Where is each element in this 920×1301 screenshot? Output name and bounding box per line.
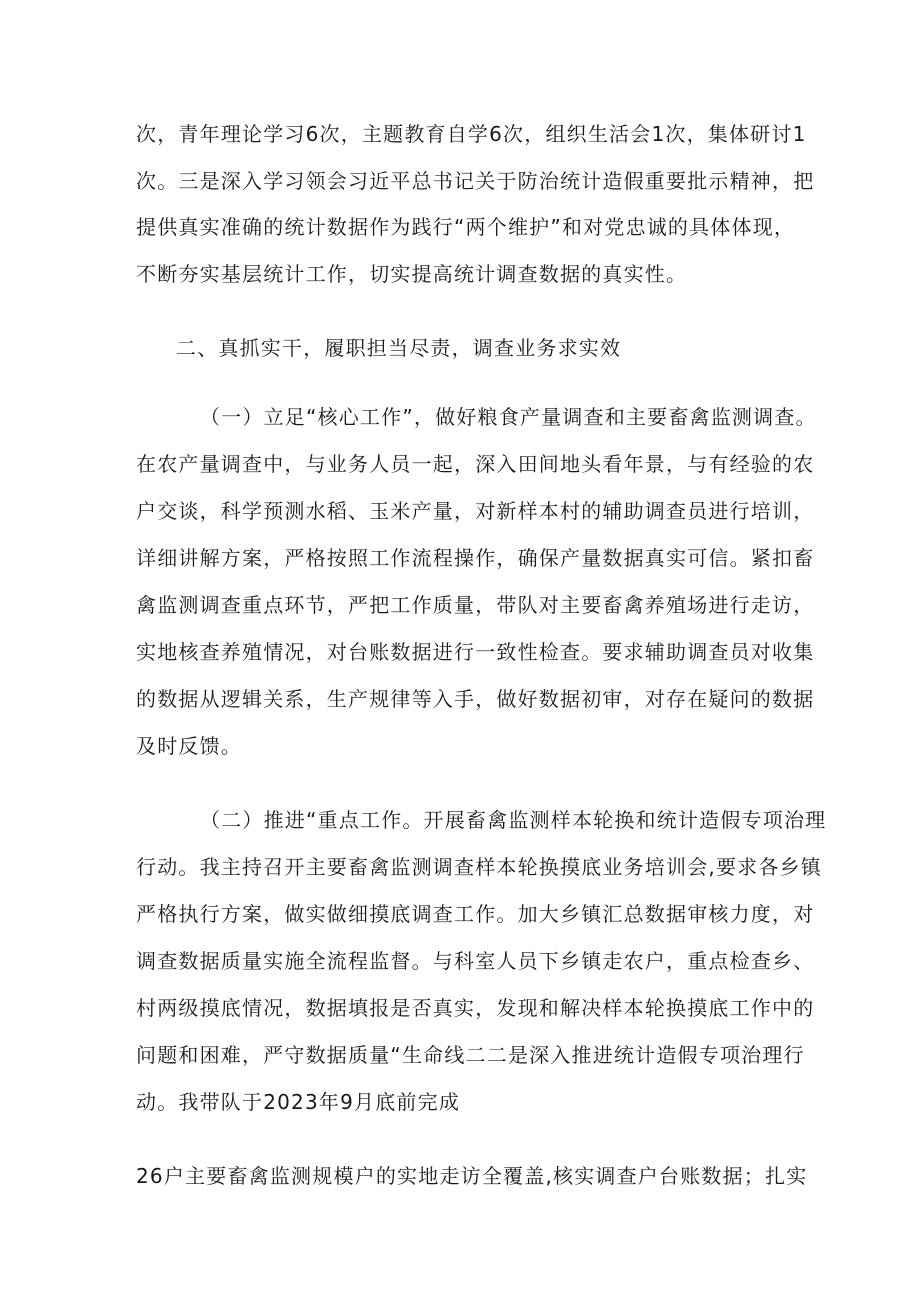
paragraph-line: 户交谈，科学预测水稻、玉米产量，对新样本村的辅助调查员进行培训， bbox=[136, 499, 815, 523]
paragraph-line: （一）立足“核心工作”，做好粮食产量调查和主要畜禽监测调查。 bbox=[200, 405, 817, 429]
paragraph-line: 不断夯实基层统计工作，切实提高统计调查数据的真实性。 bbox=[136, 262, 688, 286]
paragraph-line: 在农产量调查中，与业务人员一起，深入田间地头看年景，与有经验的农 bbox=[136, 452, 815, 476]
paragraph-line: 次。三是深入学习领会习近平总书记关于防治统计造假重要批示精神，把 bbox=[136, 169, 815, 193]
section-heading: 二、真抓实干，履职担当尽责，调查业务求实效 bbox=[176, 336, 622, 360]
paragraph-line: 调查数据质量实施全流程监督。与科室人员下乡镇走农户，重点检查乡、 bbox=[136, 949, 815, 973]
paragraph-line: 动。我带队于2023年9月底前完成 bbox=[136, 1090, 461, 1114]
paragraph-line: 详细讲解方案，严格按照工作流程操作，确保产量数据真实可信。紧扣畜 bbox=[136, 546, 815, 570]
paragraph-line: 提供真实准确的统计数据作为践行“两个维护”和对党忠诚的具体体现， bbox=[136, 215, 796, 239]
paragraph-line: 26户主要畜禽监测规模户的实地走访全覆盖,核实调查户台账数据；扎实 bbox=[136, 1164, 808, 1188]
paragraph-line: 村两级摸底情况，数据填报是否真实，发现和解决样本轮换摸底工作中的 bbox=[136, 996, 815, 1020]
paragraph-line: 禽监测调查重点环节，严把工作质量，带队对主要畜禽养殖场进行走访， bbox=[136, 593, 815, 617]
paragraph-line: 行动。我主持召开主要畜禽监测调查样本轮换摸底业务培训会,要求各乡镇 bbox=[136, 855, 822, 879]
paragraph-line: 实地核查养殖情况，对台账数据进行一致性检查。要求辅助调查员对收集 bbox=[136, 640, 815, 664]
paragraph-line: 次，青年理论学习6次，主题教育自学6次，组织生活会1次，集体研讨1 bbox=[136, 122, 807, 146]
paragraph-line: 的数据从逻辑关系，生产规律等入手，做好数据初审，对存在疑问的数据 bbox=[136, 687, 815, 711]
paragraph-line: 及时反馈。 bbox=[136, 734, 242, 758]
paragraph-line: （二）推进“重点工作。开展畜禽监测样本轮换和统计造假专项治理 bbox=[200, 808, 827, 832]
paragraph-line: 问题和困难，严守数据质量“生命线二二是深入推进统计造假专项治理行 bbox=[136, 1043, 805, 1067]
paragraph-line: 严格执行方案，做实做细摸底调查工作。加大乡镇汇总数据审核力度，对 bbox=[136, 902, 815, 926]
